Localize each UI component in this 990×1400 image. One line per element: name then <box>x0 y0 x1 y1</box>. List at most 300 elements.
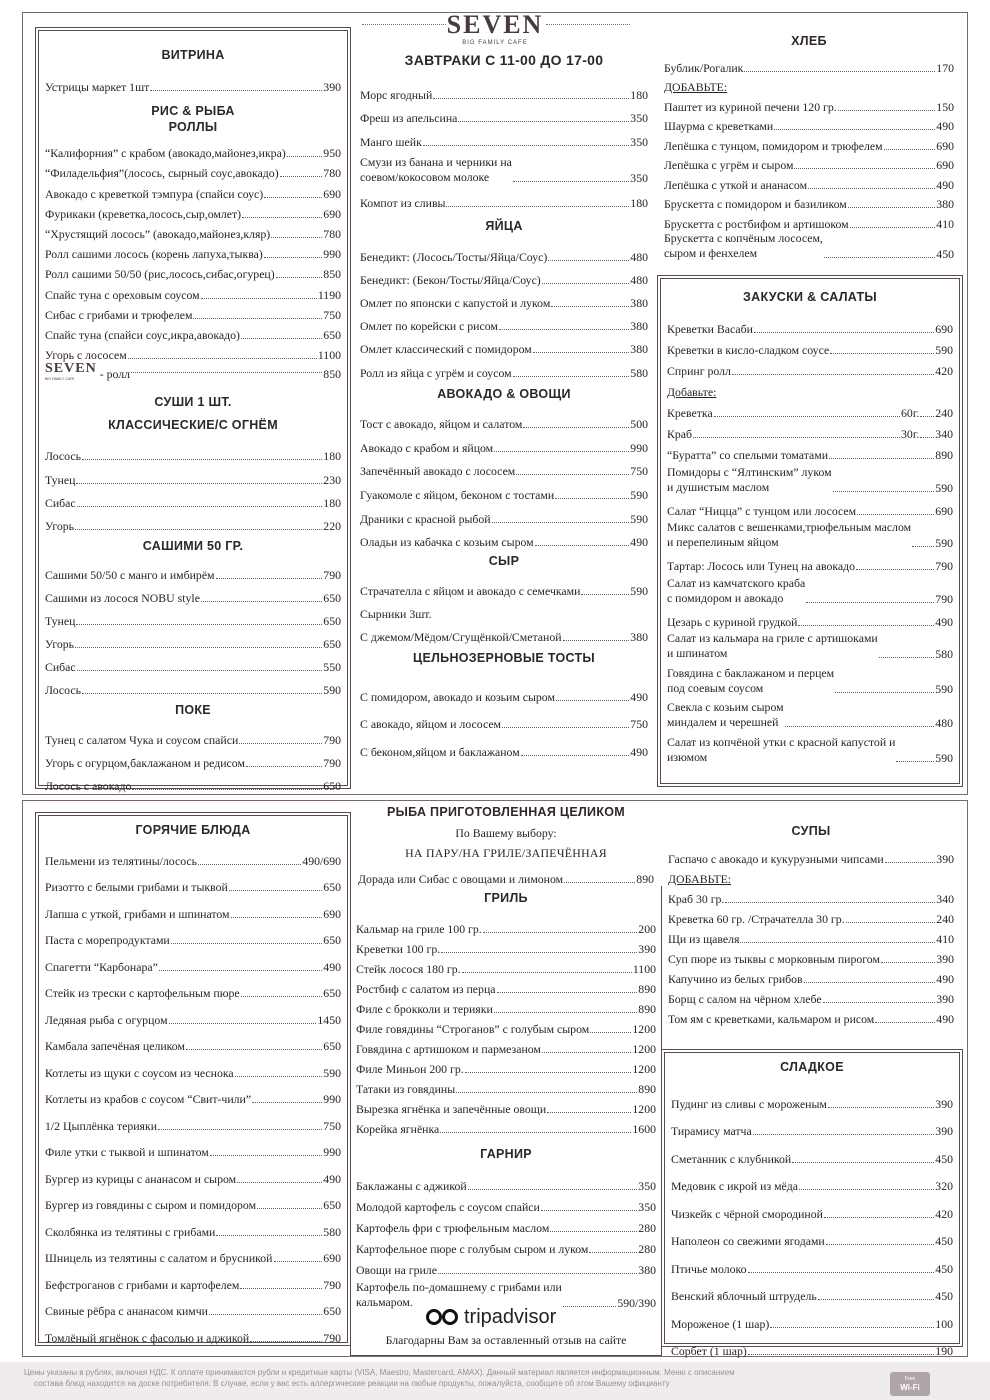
grill-box <box>350 886 662 1356</box>
menu-item <box>45 674 341 697</box>
menu-item <box>668 1006 954 1026</box>
middle-top-column <box>358 52 650 782</box>
menu-item-price: 750 <box>630 717 648 732</box>
menu-item <box>45 1292 341 1319</box>
menu-item <box>360 78 648 102</box>
logo-sub: BIG FAMILY CAFE <box>462 40 528 46</box>
menu-item <box>360 310 648 333</box>
menu-item-name: С беконом,яйцом и баклажаном <box>360 744 520 759</box>
menu-item-price: 650 <box>323 986 341 1000</box>
menu-item <box>356 916 656 936</box>
list-sweet <box>671 1083 953 1358</box>
menu-item-name: Молодой картофель с соусом спайси <box>356 1200 540 1214</box>
menu-item-name: Ролл из яйца с угрём и соусом <box>360 365 512 380</box>
menu-item-price: 100 <box>935 1316 953 1331</box>
menu-item-price: 170 <box>936 60 954 75</box>
menu-item-price: 1450 <box>317 1012 341 1027</box>
menu-item-price: 650 <box>323 591 341 606</box>
menu-item <box>360 102 648 126</box>
menu-item-price: 490 <box>936 972 954 986</box>
menu-item-name: Лапша с уткой, грибами и шпинатом <box>45 906 230 921</box>
section-title-snacks: ЗАКУСКИ & САЛАТЫ <box>743 290 877 304</box>
menu-item-price: 590 <box>323 1065 341 1080</box>
menu-item-name: Наполеон со свежими ягодами <box>671 1234 825 1248</box>
menu-item-price: 390 <box>936 952 954 966</box>
menu-item-price: 650 <box>323 327 341 342</box>
menu-item <box>667 357 953 378</box>
menu-item <box>360 621 648 644</box>
menu-item-price: 410 <box>936 932 954 946</box>
menu-item <box>664 211 954 231</box>
section-title-eggs: ЯЙЦА <box>485 219 523 234</box>
menu-item-name: Угорь с огурцом,баклажаном и редисом <box>45 756 245 771</box>
menu-item-price: 1100 <box>632 962 656 976</box>
menu-item-name: Спринг ролл <box>667 364 731 378</box>
menu-item-name: Морс ягодный <box>360 87 433 102</box>
menu-item <box>45 1027 341 1054</box>
list-sashimi <box>45 559 341 697</box>
menu-item-price: 590 <box>323 683 341 698</box>
list-cheese <box>358 575 650 644</box>
menu-item-price: 580 <box>935 647 953 662</box>
menu-item <box>360 676 648 704</box>
menu-item <box>667 552 953 573</box>
menu-item <box>356 1076 656 1096</box>
menu-item-price: 750 <box>630 464 648 479</box>
menu-item-price: 490 <box>936 177 954 192</box>
menu-item-name: Помидоры с “Ялтинским” луком и душистым маслом <box>667 464 832 494</box>
menu-item-name: Лепёшка с тунцом, помидором и трюфелем <box>664 138 883 153</box>
menu-item-name: Авокадо с крабом и яйцом <box>360 440 494 455</box>
menu-item <box>360 598 648 621</box>
menu-item-name: Брускетта с помидором и базиликом <box>664 197 847 211</box>
menu-item-name: Филе Миньон 200 гр. <box>356 1062 464 1076</box>
menu-item-price: 790 <box>323 1330 341 1345</box>
menu-item <box>664 94 954 114</box>
menu-item-price: 420 <box>935 1206 953 1221</box>
menu-item-name: Гаспачо с авокадо и кукурузными чипсами <box>668 852 884 866</box>
menu-item-price: 490/690 <box>302 853 341 868</box>
menu-item-name: Чизкейк с чёрной смородиной <box>671 1206 823 1221</box>
menu-item-name: Смузи из банана и черники на соевом/кокосовом молоке <box>360 154 512 184</box>
menu-item <box>667 462 953 495</box>
snacks-box <box>660 278 960 784</box>
menu-item-price: 890 <box>638 1002 656 1016</box>
menu-item-price: 490 <box>935 614 953 629</box>
menu-item-price: 180 <box>323 495 341 510</box>
left-top-box <box>38 30 348 794</box>
menu-item-name: Венский яблочный штрудель <box>671 1289 817 1303</box>
sweet-box <box>664 1052 960 1358</box>
menu-item-price: 750 <box>323 307 341 322</box>
menu-item <box>45 841 341 868</box>
menu-item-name: Стейк из трески с картофельным пюре <box>45 986 240 1000</box>
menu-item-name: Фреш из апельсина <box>360 111 458 125</box>
menu-item <box>360 333 648 356</box>
menu-item-price: 380 <box>638 1263 656 1277</box>
menu-item <box>667 608 953 629</box>
menu-item <box>45 1265 341 1292</box>
menu-item-name: Шаурма с креветками <box>664 119 774 133</box>
menu-item-name: Страчателла с яйцом и авокадо с семечками <box>360 584 581 599</box>
list-soups <box>668 846 954 1026</box>
menu-item-price: 480 <box>630 249 648 264</box>
menu-item-name: Лосось <box>45 449 81 464</box>
menu-item <box>45 947 341 974</box>
menu-item-name: Оладьи из кабачка с козьим сыром <box>360 535 534 550</box>
menu-item <box>360 187 648 211</box>
menu-item-price: 690 <box>935 503 953 518</box>
section-title-rice-fish: РИС & РЫБА <box>151 104 235 118</box>
menu-item <box>356 1096 656 1116</box>
menu-item-name: Сорбет (1 шар) <box>671 1344 747 1358</box>
menu-item-name: Омлет классический с помидором <box>360 342 532 357</box>
menu-item-price: 690 <box>323 206 341 221</box>
menu-item <box>667 315 953 336</box>
tripadvisor-logo: tripadvisor <box>426 1306 556 1329</box>
menu-item <box>45 221 341 241</box>
menu-item-name: Микс салатов с вешенками,трюфельным маслом и перепелиным яйцом <box>667 520 912 550</box>
menu-item <box>668 866 954 886</box>
menu-item-price: 890 <box>638 1082 656 1096</box>
list-rolls <box>45 140 341 362</box>
menu-item-price: 490 <box>936 1012 954 1026</box>
menu-item <box>664 153 954 173</box>
menu-item <box>360 356 648 379</box>
footer-line-1: Цены указаны в рублях, включая НДС. К оплате принимаются рубли и кредитные карты (VISA, Maestro, Mastercard, AMAX). Данный материал является информационным. Меню с описанием <box>24 1368 735 1377</box>
menu-item <box>668 986 954 1006</box>
menu-item-price: 350 <box>630 170 648 185</box>
menu-item-name: Сашими 50/50 с манго и имбирём <box>45 568 215 583</box>
menu-item-portion: 60г. <box>901 406 920 420</box>
menu-item <box>358 866 654 886</box>
menu-item-name: ДОБАВЬТЕ: <box>664 80 728 94</box>
section-title-vitrina: ВИТРИНА <box>161 48 225 62</box>
menu-item-name: Угорь <box>45 519 75 534</box>
menu-item-name: Омлет по корейски с рисом <box>360 319 498 334</box>
menu-item-name: Камбала запечёная целиком <box>45 1039 185 1053</box>
menu-item <box>45 921 341 948</box>
menu-item <box>45 241 341 261</box>
menu-item <box>356 1116 656 1136</box>
menu-item <box>45 868 341 895</box>
menu-item-name: Креветка <box>667 406 713 420</box>
menu-item-name: “Хрустящий лосось” (авокадо,майонез,кляр) <box>45 226 271 241</box>
menu-item-price: 180 <box>630 196 648 211</box>
section-title-sushi: СУШИ 1 ШТ. <box>154 395 232 410</box>
menu-item-name: Лепёшка с угрём и сыром <box>664 158 794 172</box>
menu-item-name: Картофель по-домашнему с грибами или кальмаром. <box>356 1279 562 1309</box>
menu-item-price: 580 <box>323 1224 341 1239</box>
menu-item-name: Том ям с креветками, кальмаром и рисом <box>668 1012 875 1026</box>
menu-item <box>360 575 648 598</box>
menu-item <box>45 510 341 533</box>
menu-item <box>667 420 953 441</box>
menu-item-name: Драники с красной рыбой <box>360 511 491 526</box>
menu-item-name: Вырезка ягнёнка и запечённые овощи <box>356 1102 547 1116</box>
menu-item-name: Сашими из лосося NOBU style <box>45 591 200 606</box>
menu-item <box>45 281 341 301</box>
menu-item-name: Сколбянка из телятины с грибами <box>45 1224 216 1239</box>
menu-item-name: Салат из копчёной утки с красной капустой и изюмом <box>667 734 896 764</box>
menu-item-name: Спайс туна с ореховым соусом <box>45 287 200 302</box>
section-title-garnish: ГАРНИР <box>480 1147 532 1161</box>
menu-item <box>360 455 648 479</box>
menu-item-name: Авокадо с креветкой тэмпура (спайси соус) <box>45 186 264 201</box>
menu-item <box>356 1277 656 1310</box>
menu-item-name: Шницель из телятины с салатом и брусникой <box>45 1251 273 1265</box>
footer-line-2: состава блюд находится на доске потребителя. В случае, если у вас есть аллергические реакции на любые продукты, пожалуйста, сообщите об этом Вашему официанту <box>34 1379 670 1388</box>
menu-item <box>360 731 648 759</box>
menu-item-price: 590/390 <box>617 1295 656 1310</box>
menu-item <box>360 478 648 502</box>
menu-item-price: 890 <box>638 982 656 996</box>
menu-item-price: 990 <box>323 1145 341 1159</box>
menu-item <box>360 502 648 526</box>
menu-item <box>360 240 648 263</box>
menu-item-name: Свекла с козьим сыром миндалем и черешней <box>667 700 784 730</box>
menu-item-name: Паста с морепродуктами <box>45 933 170 947</box>
menu-item-name: Паштет из куриной печени 120 гр. <box>664 99 837 114</box>
fish-choice-label: По Вашему выбору: <box>455 826 557 840</box>
menu-item-price: 690 <box>935 322 953 336</box>
menu-item-name: ДОБАВЬТЕ: <box>668 872 732 886</box>
menu-item <box>667 573 953 606</box>
menu-item <box>664 114 954 134</box>
menu-item-name: Дорада или Сибас с овощами и лимоном <box>358 872 564 886</box>
list-breakfast <box>358 78 650 210</box>
menu-item-price: 690 <box>323 906 341 921</box>
menu-item <box>45 1106 341 1133</box>
menu-item <box>45 1000 341 1027</box>
menu-item-price: 590 <box>935 343 953 357</box>
menu-item-price: 180 <box>323 449 341 464</box>
menu-item-price: 650 <box>323 779 341 794</box>
wifi-badge: Free Wi-Fi <box>890 1372 930 1396</box>
menu-item-price: 590 <box>630 584 648 599</box>
menu-item-name: Бенедикт: (Бекон/Тосты/Яйца/Соус) <box>360 272 541 287</box>
menu-item-price: 240 <box>936 912 954 926</box>
menu-item <box>356 936 656 956</box>
menu-item-name: Лосось с авокадо <box>45 779 132 794</box>
menu-item-name: Капучино из белых грибов <box>668 972 803 986</box>
section-title-sweet: СЛАДКОЕ <box>780 1060 844 1074</box>
menu-item <box>45 487 341 510</box>
menu-item <box>671 1331 953 1359</box>
menu-item-name: Филе утки с тыквой и шпинатом <box>45 1145 209 1159</box>
menu-item-name: Креветки Васаби <box>667 322 753 336</box>
menu-item-price: 650 <box>323 614 341 629</box>
list-vitrina <box>45 74 341 94</box>
menu-item-price: 450 <box>935 1151 953 1166</box>
menu-item-price: 690 <box>323 1251 341 1265</box>
menu-item <box>360 264 648 287</box>
menu-item-name: Мороженое (1 шар) <box>671 1316 770 1331</box>
menu-item <box>667 663 953 696</box>
menu-item-price: 490 <box>630 744 648 759</box>
menu-item-name: Тунец <box>45 472 76 487</box>
menu-item-name: Тартар: Лосось или Тунец на авокадо <box>667 559 856 574</box>
list-fish <box>356 866 656 886</box>
menu-item-price: 650 <box>323 1039 341 1053</box>
menu-item <box>45 1159 341 1186</box>
menu-item-name: “Калифорния” с крабом (авокадо,майонез,икра) <box>45 146 286 161</box>
menu-item-name: С помидором, авокадо и козьим сыром <box>360 689 555 704</box>
menu-item-price: 690 <box>323 186 341 201</box>
menu-item-price: 1200 <box>632 1102 656 1116</box>
menu-item-price: 590 <box>935 681 953 696</box>
menu-item <box>45 140 341 160</box>
menu-item <box>45 651 341 674</box>
menu-item-name: Запечённый авокадо с лососем <box>360 464 516 479</box>
menu-item-name: Ризотто с белыми грибами и тыквой <box>45 880 228 894</box>
menu-item <box>360 526 648 550</box>
menu-item <box>667 732 953 765</box>
menu-item <box>664 231 954 261</box>
menu-item-name: Брускетта с ростбифом и артишоком <box>664 216 849 231</box>
section-title-bread: ХЛЕБ <box>791 34 827 48</box>
menu-item-price: 480 <box>935 716 953 731</box>
menu-item <box>668 906 954 926</box>
menu-item <box>667 399 953 420</box>
menu-item-price: 390 <box>936 852 954 866</box>
menu-item-name: С авокадо, яйцом и лососем <box>360 717 502 732</box>
menu-item <box>45 894 341 921</box>
menu-item-price: 550 <box>323 660 341 675</box>
menu-item-price: 490 <box>936 119 954 133</box>
menu-item-name: Бургер из курицы с ананасом и сыром <box>45 1171 237 1186</box>
menu-item <box>667 497 953 518</box>
menu-item-name: Манго шейк <box>360 134 422 149</box>
menu-item <box>668 946 954 966</box>
list-avocado <box>358 408 650 550</box>
menu-item-price: 790 <box>323 733 341 748</box>
list-sushi <box>45 440 341 533</box>
menu-item-price: 690 <box>936 158 954 172</box>
menu-item <box>671 1083 953 1111</box>
menu-item-name: С джемом/Мёдом/Сгущёнкой/Сметаной <box>360 630 562 645</box>
menu-item-name: Креветки в кисло-сладком соусе <box>667 343 830 357</box>
menu-item-name: “Буратта” со спелыми томатами <box>667 448 829 462</box>
list-hot <box>45 841 341 1345</box>
menu-item-name: Филе говядины “Строганов” с голубым сыром <box>356 1022 590 1036</box>
menu-item-price: 480 <box>630 272 648 287</box>
menu-item-price: 650 <box>323 1198 341 1212</box>
menu-item-name: Бублик/Рогалик <box>664 60 744 75</box>
menu-item <box>671 1111 953 1139</box>
menu-item-price: 390 <box>936 992 954 1006</box>
menu-item <box>45 1239 341 1266</box>
menu-item-name: Пельмени из телятины/лосось <box>45 853 198 868</box>
menu-item <box>45 180 341 200</box>
menu-item-name: Лепёшка с уткой и ананасом <box>664 177 808 192</box>
menu-item-name: Томлёный ягнёнок с фасолью и аджикой <box>45 1330 250 1345</box>
menu-item <box>45 724 341 747</box>
menu-item <box>671 1138 953 1166</box>
menu-item-name: Ростбиф с салатом из перца <box>356 982 496 996</box>
menu-item-price: 280 <box>638 1242 656 1256</box>
menu-item-name: Картофель фри с трюфельным маслом <box>356 1221 550 1235</box>
menu-item-name: Сибас <box>45 660 76 675</box>
menu-item-price: 590 <box>630 511 648 526</box>
menu-item <box>667 378 953 399</box>
menu-item-name: Борщ с салом на чёрном хлебе <box>668 992 822 1006</box>
menu-item-price: 790 <box>323 568 341 583</box>
section-title-avocado: АВОКАДО & ОВОЩИ <box>437 386 571 401</box>
menu-item-name: Котлеты из щуки с соусом из чеснока <box>45 1065 234 1080</box>
menu-item-price: 350 <box>638 1200 656 1214</box>
menu-item-price: 1190 <box>317 287 341 302</box>
menu-item-name: Сметанник с клубникой <box>671 1151 792 1166</box>
menu-item-name: 1/2 Цыплёнка терияки <box>45 1118 158 1133</box>
list-snacks <box>667 315 953 765</box>
menu-item <box>668 846 954 866</box>
section-title-sashimi: САШИМИ 50 ГР. <box>142 539 244 554</box>
menu-item-name: Спайс туна (спайси соус,икра,авокадо) <box>45 327 240 342</box>
menu-item <box>356 1235 656 1256</box>
section-title-fish: РЫБА ПРИГОТОВЛЕННАЯ ЦЕЛИКОМ <box>386 805 626 819</box>
list-garnish <box>356 1172 656 1310</box>
menu-item-price: 150 <box>936 99 954 114</box>
logo-line-left <box>362 24 446 25</box>
menu-item-name: Тост с авокадо, яйцом и салатом <box>360 417 523 432</box>
menu-item <box>45 440 341 463</box>
menu-item <box>671 1276 953 1304</box>
fish-box <box>350 800 662 900</box>
menu-item-price: 450 <box>935 1289 953 1303</box>
footer-notice <box>24 1367 874 1389</box>
menu-item-price: 1600 <box>632 1122 656 1136</box>
fish-methods: НА ПАРУ/НА ГРИЛЕ/ЗАПЕЧЁННАЯ <box>405 846 607 860</box>
menu-item-price: 590 <box>935 480 953 495</box>
menu-item-price: 1100 <box>317 348 341 363</box>
menu-item <box>45 322 341 342</box>
menu-item-name: Корейка ягнёнка <box>356 1122 440 1136</box>
menu-item-name: Пудинг из сливы с мороженым <box>671 1096 827 1111</box>
menu-item-name: Угорь <box>45 637 75 652</box>
menu-item <box>356 1036 656 1056</box>
menu-item <box>664 55 954 75</box>
logo-line-right <box>546 24 630 25</box>
menu-item <box>671 1303 953 1331</box>
menu-item-price: 590 <box>630 487 648 502</box>
section-title-rolls: РОЛЛЫ <box>168 120 218 134</box>
bread-column <box>664 33 954 263</box>
menu-item-price: 380 <box>630 295 648 310</box>
menu-item <box>671 1193 953 1221</box>
menu-item-price: 490 <box>630 535 648 550</box>
section-title-grill: ГРИЛЬ <box>484 891 528 905</box>
menu-item <box>667 518 953 551</box>
review-thanks: Благодарны Вам за оставленный отзыв на сайте <box>385 1333 627 1347</box>
menu-item-price: 380 <box>936 197 954 211</box>
menu-item-name: Ледяная рыба с огурцом <box>45 1012 168 1027</box>
menu-item-price: 650 <box>323 880 341 894</box>
menu-item <box>45 559 341 582</box>
menu-item <box>45 201 341 221</box>
menu-item-price: 790 <box>323 756 341 771</box>
menu-item-name: Креветка 60 гр. /Страчателла 30 гр. <box>668 912 845 926</box>
menu-item-price: 180 <box>630 87 648 102</box>
menu-item-price: 320 <box>935 1179 953 1193</box>
menu-item <box>45 160 341 180</box>
section-title-breakfast: ЗАВТРАКИ С 11-00 ДО 17-00 <box>404 52 604 68</box>
menu-item <box>45 302 341 322</box>
menu-item <box>667 698 953 731</box>
menu-item-name: Говядина с артишоком и пармезаном <box>356 1042 541 1056</box>
menu-item-name: Баклажаны с аджикой <box>356 1179 467 1193</box>
menu-item <box>45 605 341 628</box>
